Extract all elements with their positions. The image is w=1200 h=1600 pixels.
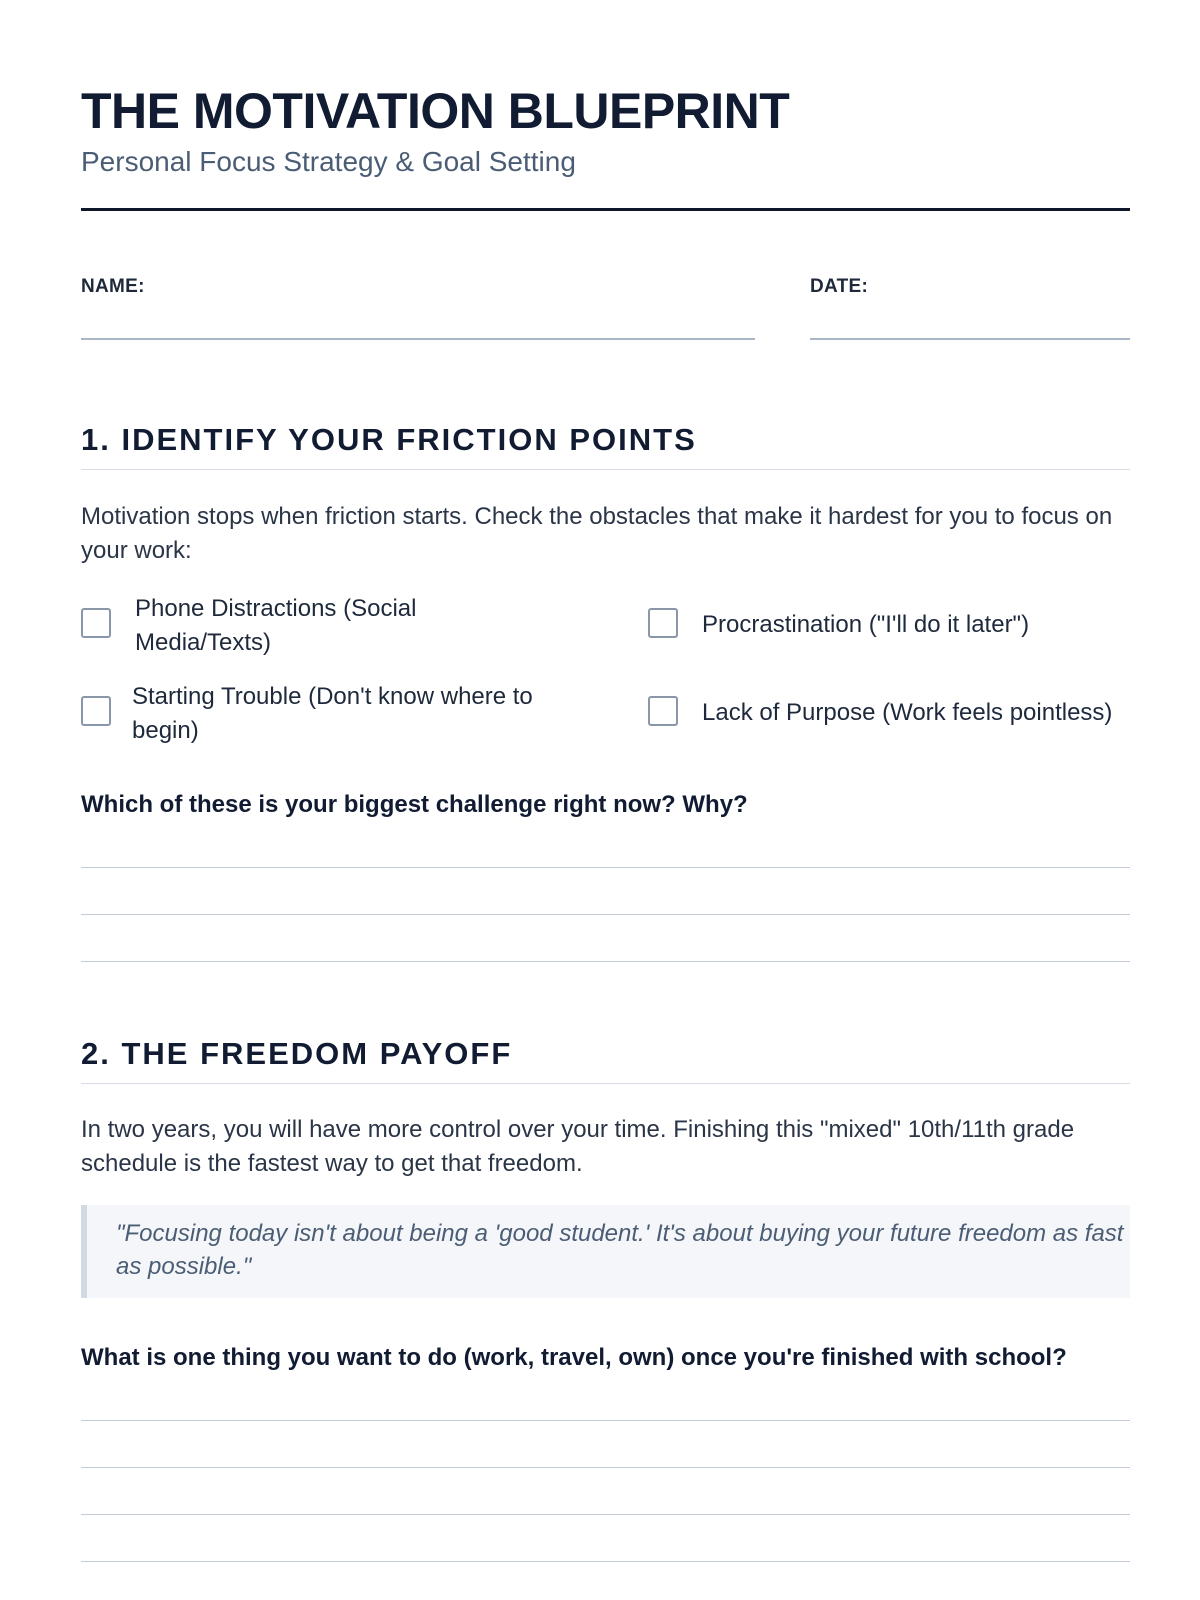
checkbox-label: Lack of Purpose (Work feels pointless) [702, 699, 1113, 726]
page-title: THE MOTIVATION BLUEPRINT [81, 83, 790, 139]
answer-line[interactable] [81, 914, 1130, 915]
checkbox-starting-trouble[interactable] [81, 696, 111, 726]
section-1-intro: Motivation stops when friction starts. Check the obstacles that make it hardest for you to focus on your work: [81, 503, 1113, 564]
answer-line[interactable] [81, 1561, 1130, 1562]
date-field[interactable] [810, 338, 1130, 340]
checkbox-lack-of-purpose[interactable] [648, 696, 678, 726]
name-field[interactable] [81, 338, 755, 340]
checkbox-option[interactable] [81, 592, 641, 662]
checkbox-procrastination[interactable] [648, 608, 678, 638]
checkbox-label: Procrastination ("I'll do it later") [702, 611, 1030, 638]
answer-line[interactable] [81, 961, 1130, 962]
section-1-divider [81, 469, 1130, 470]
header-divider [81, 208, 1130, 211]
answer-line[interactable] [81, 1467, 1130, 1468]
section-1-question: Which of these is your biggest challenge right now? Why? [81, 791, 748, 818]
answer-line[interactable] [81, 867, 1130, 868]
answer-line[interactable] [81, 1420, 1130, 1421]
checkbox-option[interactable] [648, 592, 1138, 662]
checkbox-option[interactable] [81, 680, 641, 750]
checkbox-label: Phone Distractions (Social Media/Texts) [135, 595, 417, 656]
section-2-divider [81, 1083, 1130, 1084]
date-label: DATE: [810, 276, 869, 297]
page-subtitle: Personal Focus Strategy & Goal Setting [81, 146, 576, 177]
checkbox-option[interactable] [648, 680, 1138, 750]
section-2-question: What is one thing you want to do (work, travel, own) once you're finished with school? [81, 1344, 1067, 1371]
answer-line[interactable] [81, 1514, 1130, 1515]
checkbox-label: Starting Trouble (Don't know where to begin) [132, 683, 533, 744]
section-2-intro: In two years, you will have more control over your time. Finishing this "mixed" 10th/11th grade schedule is the fastest way to get that freedom. [81, 1116, 1075, 1177]
checkbox-phone-distractions[interactable] [81, 608, 111, 638]
section-2-heading: 2. THE FREEDOM PAYOFF [81, 1036, 513, 1071]
name-label: NAME: [81, 276, 145, 297]
quote-text: "Focusing today isn't about being a 'good student.' It's about buying your future freedom as fast as possible." [116, 1220, 1124, 1280]
section-1-heading: 1. IDENTIFY YOUR FRICTION POINTS [81, 422, 697, 457]
